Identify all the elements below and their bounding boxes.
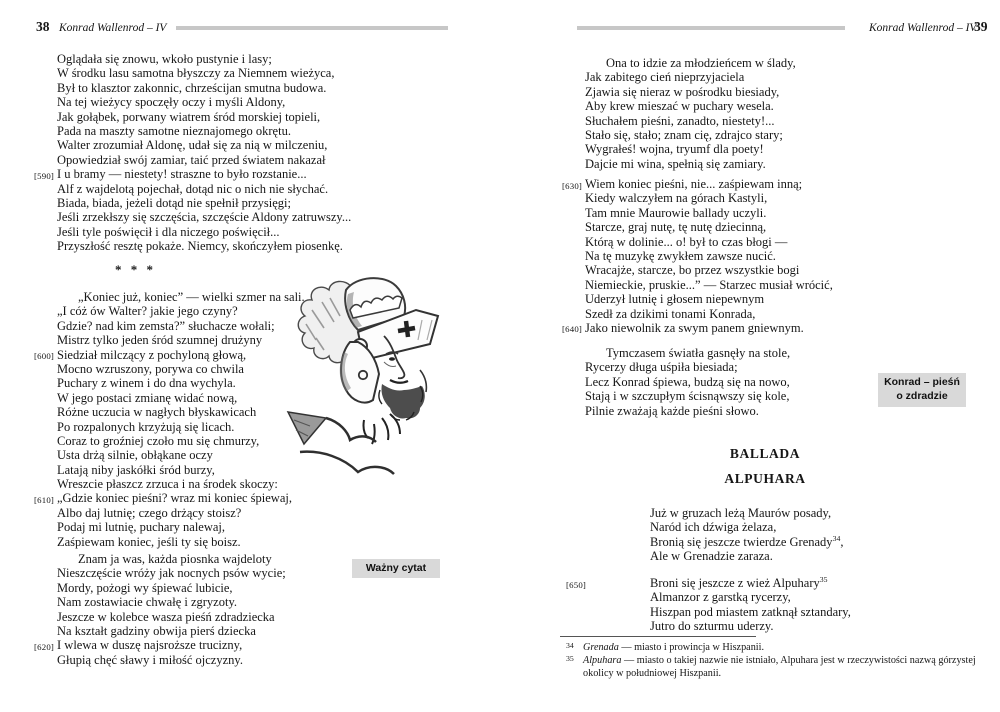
verse-line: Już w gruzach leżą Maurów posady, bbox=[650, 506, 832, 520]
right-running-title: Konrad Wallenrod – IV bbox=[869, 21, 977, 34]
verse-line bbox=[34, 347, 305, 362]
verse-line: Pilnie zważają każde pieśni słowo. bbox=[585, 403, 759, 418]
right-header-rule bbox=[577, 26, 845, 30]
footnote-35 bbox=[563, 654, 995, 680]
margin-note-line: Konrad – pieśń bbox=[884, 376, 960, 388]
verse-line: Pada na maszty samotne nieznajomego okrętu. bbox=[57, 123, 291, 138]
verse-line: Wreszcie płaszcz zrzuca i na środek skoczy: bbox=[57, 477, 278, 492]
verse-line: Stają i w szczupłym ścisnąwszy się kole, bbox=[585, 389, 790, 404]
footnote-number: 34 bbox=[566, 641, 574, 650]
verse-line-number: [600] bbox=[34, 351, 55, 362]
verse-line: Znam ja was, każda piosnka wajdeloty bbox=[78, 552, 272, 566]
stanza bbox=[34, 52, 352, 254]
verse-line-number: [630] bbox=[562, 180, 583, 191]
verse-line: Kiedy walczyłem na górach Kastyli, bbox=[585, 191, 768, 206]
verse-line: Hiszpan pod miastem zatknął sztandary, bbox=[650, 604, 851, 619]
verse-line: Bronią się jeszcze twierdze Grenady$^{34}$, bbox=[650, 533, 844, 549]
verse-line-text: I u bramy — niestety! straszne to było rozstanie... bbox=[57, 167, 307, 182]
verse-line-text: Siedział milczący z pochyloną głową, bbox=[57, 347, 247, 362]
footnote-term: Grenada bbox=[583, 642, 619, 653]
left-header-rule bbox=[176, 26, 448, 30]
footnote-term: Alpuhara bbox=[583, 655, 622, 666]
left-running-title: Konrad Wallenrod – IV bbox=[59, 21, 167, 34]
verse-line: Oglądała się znowu, wkoło pustynie i lasy; bbox=[57, 52, 272, 66]
verse-line: Głupią chęć sławy i miłość ojczyzny. bbox=[57, 652, 243, 667]
verse-line: Usta drżą silnie, obłąkane oczy bbox=[57, 448, 213, 463]
footnote-text: — miasto o takiej nazwie nie istniało, Alpuhara jest w rzeczywistości nazwą górzystej okolicy w południowej Hiszpanii. bbox=[583, 655, 976, 679]
verse-line: Ale w Grenadzie zaraza. bbox=[650, 549, 773, 564]
verse-line: Którą w dolinie... o! był to czas błogi — bbox=[585, 234, 788, 249]
right-page-number: 39 bbox=[974, 19, 988, 34]
knight-helmet-illustration bbox=[286, 274, 462, 480]
verse-line bbox=[34, 638, 286, 653]
verse-line: Lecz Konrad śpiewa, budzą się na nowo, bbox=[585, 374, 790, 389]
verse-line: Szedł za dzikimi tonami Konrada, bbox=[585, 306, 756, 321]
verse-line bbox=[566, 574, 851, 590]
verse-line-text: Jako niewolnik za swym panem gniewnym. bbox=[585, 320, 804, 335]
verse-line: Dajcie mi wina, spełnią się zamiary. bbox=[585, 156, 766, 171]
margin-note-line: o zdradzie bbox=[896, 389, 948, 402]
verse-line-number: [610] bbox=[34, 494, 55, 505]
margin-note-important-quote: Ważny cytat bbox=[352, 559, 440, 578]
verse-line: „Koniec już, koniec” — wielki szmer na sali. bbox=[78, 290, 305, 304]
stanza bbox=[585, 346, 790, 418]
verse-line: Tymczasem światła gasnęły na stole, bbox=[606, 346, 791, 360]
verse-line: Opowiedział swój zamiar, taić przed światem nakazał bbox=[57, 152, 326, 167]
ballad-title: ALPUHARA bbox=[724, 471, 806, 486]
verse-line: Wracajże, starcze, bo przez wszystkie bogi bbox=[585, 263, 800, 278]
verse-line: Nam zostawiacie chwałę i zgryzoty. bbox=[57, 595, 238, 610]
margin-note-konrad-song bbox=[878, 373, 966, 407]
ballad-stanza bbox=[566, 574, 851, 634]
verse-line-number: [650] bbox=[566, 579, 587, 590]
verse-line bbox=[562, 177, 833, 191]
verse-line: Puchary z winem i do dna wychyla. bbox=[57, 376, 236, 391]
verse-line: Jak zabitego cień nieprzyjaciela bbox=[585, 70, 745, 85]
left-page-number: 38 bbox=[36, 19, 50, 34]
footnote-text: — miasto i prowincja w Hiszpanii. bbox=[618, 642, 764, 653]
stanza bbox=[562, 177, 833, 335]
footnote-number: 35 bbox=[566, 654, 574, 663]
verse-line: Przyszłość resztę pokaże. Niemcy, skończyłem piosenkę. bbox=[57, 239, 343, 254]
verse-line: Rycerzy długa uśpiła biesiada; bbox=[585, 360, 738, 375]
verse-line: Jeszcze w kolebce wasza pieśń zdradziecka bbox=[57, 609, 275, 624]
verse-line: Słuchałem pieśni, zanadto, niestety!... bbox=[585, 113, 775, 128]
verse-line: Stało się, stało; znam cię, zdrajco stary; bbox=[585, 127, 783, 142]
verse-line: Był to klasztor zakonnic, chrześcijan smutna budowa. bbox=[57, 80, 327, 95]
verse-line: Podaj mi lutnię, puchary nalewaj, bbox=[57, 520, 226, 535]
verse-line-text: „Gdzie koniec pieśni? wraz mi koniec śpiewaj, bbox=[57, 491, 292, 506]
verse-line: Biada, biada, jeżeli dotąd nie spełnił przysięgi; bbox=[57, 195, 291, 210]
verse-line: Nieszczęście wróży jak nocnych psów wycie; bbox=[57, 566, 286, 581]
verse-line bbox=[34, 491, 305, 506]
footnote-separator-rule bbox=[560, 636, 756, 637]
verse-line: Na tej wieżycy spoczęły oczy i myśli Aldony, bbox=[57, 95, 286, 110]
verse-line: Starcze, graj nutę, tę nutę dziecinną, bbox=[585, 220, 767, 235]
verse-line-number: [590] bbox=[34, 170, 55, 181]
verse-line: Walter zrozumiał Aldonę, udał się za nią w milczeniu, bbox=[57, 138, 328, 153]
verse-line-number: [640] bbox=[562, 324, 583, 335]
verse-line: Uderzył lutnię i głosem niepewnym bbox=[585, 292, 765, 307]
verse-line: „I cóż ów Walter? jakie jego czyny? bbox=[57, 304, 238, 319]
verse-line-text: I wlewa w duszę najsroższe trucizny, bbox=[57, 638, 243, 653]
asterisk-separator: * * * bbox=[115, 262, 156, 277]
verse-line: Jeśli zrzekłszy się szczęścia, szczęście Aldony zatruwszy... bbox=[57, 210, 352, 225]
verse-line: Zaśpiewam koniec, jeśli ty się boisz. bbox=[57, 534, 241, 549]
verse-line bbox=[34, 167, 351, 182]
verse-line: Coraz to groźniej czoło mu się chmurzy, bbox=[57, 433, 260, 448]
verse-line-text: Wiem koniec pieśni, nie... zaśpiewam inną; bbox=[585, 177, 803, 191]
footnote-34 bbox=[563, 641, 995, 654]
verse-line: Albo daj lutnię; czego drżący stoisz? bbox=[57, 505, 242, 520]
verse-line: Latają niby jaskółki śród burzy, bbox=[57, 462, 215, 477]
verse-line: Jeśli tyle poświęcił i dla niczego poświęcił... bbox=[57, 224, 280, 239]
verse-line: Wygrałeś! wojna, tryumf dla poety! bbox=[585, 142, 764, 157]
verse-line: Niemieckie, pruskie...” — Starzec musiał wrócić, bbox=[585, 277, 833, 292]
stanza bbox=[34, 290, 305, 549]
verse-line: Naród ich dźwiga żelaza, bbox=[650, 520, 777, 535]
verse-line: Mordy, pożogi wy śpiewać lubicie, bbox=[57, 580, 233, 595]
verse-line: Zjawia się nieraz w pośrodku biesiady, bbox=[585, 84, 780, 99]
verse-line: Na tę muzykę zwykłem zawsze nucić. bbox=[585, 248, 776, 263]
verse-line: Alf z wajdelotą pojechał, dotąd nic o nich nie słychać. bbox=[57, 181, 329, 196]
verse-line: Tam mnie Maurowie ballady uczyli. bbox=[585, 205, 767, 220]
verse-line: Jutro do szturmu uderzy. bbox=[650, 619, 774, 634]
verse-line: Na kształt gadziny obwija pierś dziecka bbox=[57, 623, 256, 638]
ballad-stanza bbox=[650, 506, 843, 564]
verse-line: Mocno wzruszony, porywa co chwila bbox=[57, 361, 244, 376]
verse-line: Jak gołąbek, porwany wiatrem śród morskiej topieli, bbox=[57, 109, 321, 124]
verse-line: Różne uczucia w nagłych błyskawicach bbox=[57, 405, 257, 420]
verse-line: Aby krew mieszać w puchary wesela. bbox=[585, 99, 774, 114]
ballad-heading: BALLADA bbox=[729, 446, 801, 461]
stanza bbox=[34, 552, 286, 667]
verse-line-number: [620] bbox=[34, 641, 55, 652]
verse-line: Po rozpalonych krzyżują się licach. bbox=[57, 419, 235, 434]
verse-line: Almanzor z garstką rycerzy, bbox=[650, 590, 791, 605]
verse-line: Ona to idzie za młodzieńcem w ślady, bbox=[606, 56, 796, 70]
verse-line: W środku lasu samotna błyszczy za Niemnem wieżyca, bbox=[57, 66, 335, 81]
verse-line: Mistrz tylko jeden śród szumnej drużyny bbox=[57, 333, 263, 348]
verse-line: Gdzie? nad kim zemsta?” słuchacze wołali; bbox=[57, 318, 275, 333]
verse-line bbox=[562, 320, 833, 335]
verse-line: W jego postaci zmianę widać nową, bbox=[57, 390, 238, 405]
stanza bbox=[585, 56, 796, 171]
verse-line-text: Broni się jeszcze z wież Alpuhary$^{35}$ bbox=[650, 574, 828, 590]
